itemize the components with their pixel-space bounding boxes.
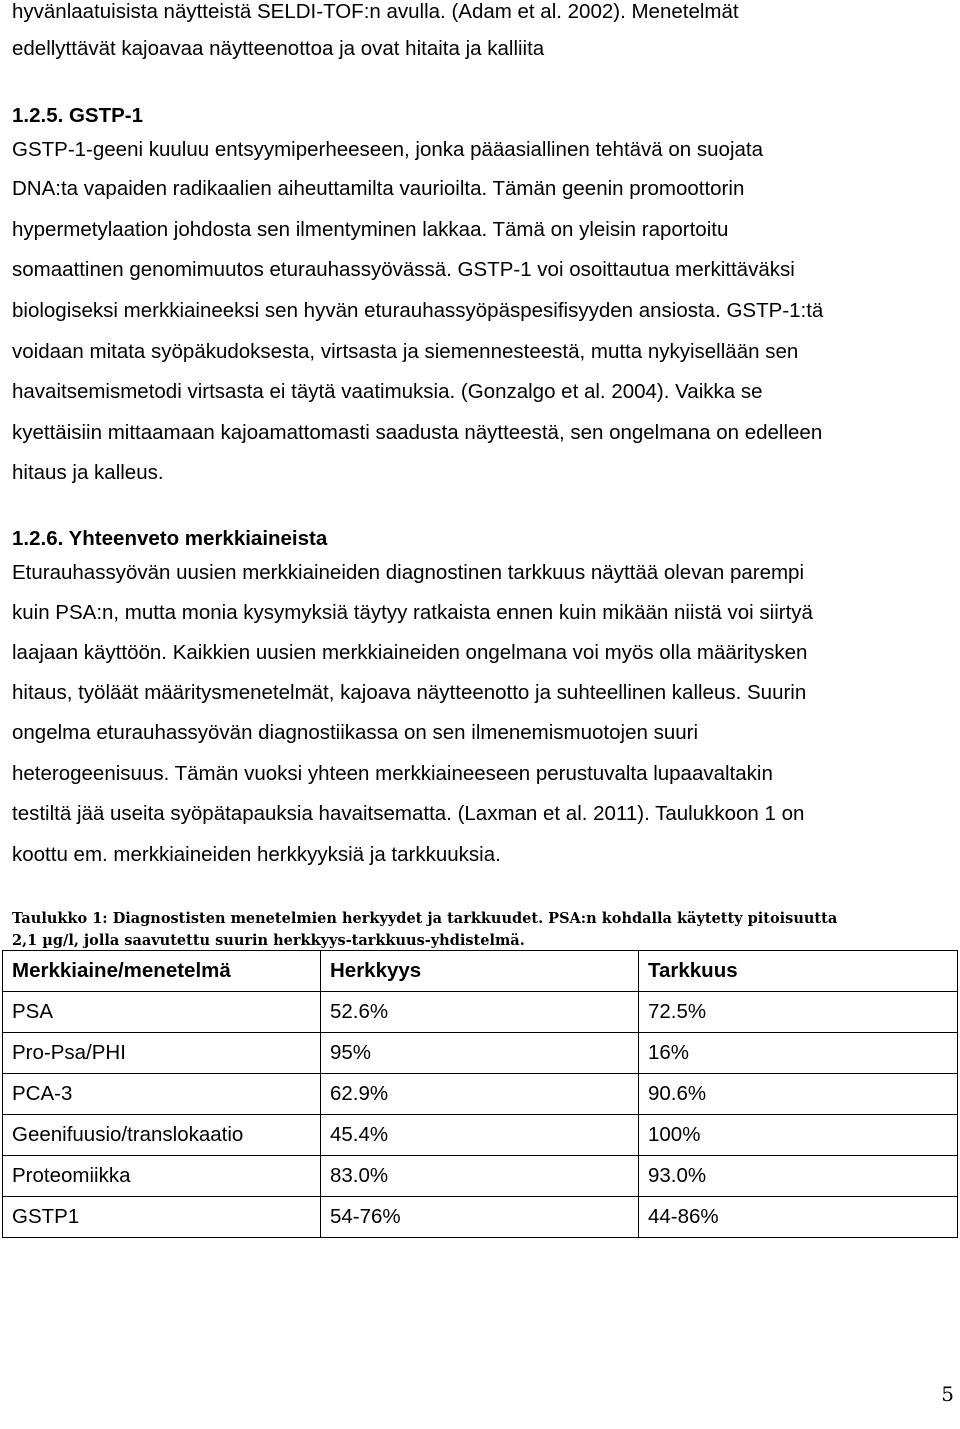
paragraph-line: hypermetylaation johdosta sen ilmentyminen lakkaa. Tämä on yleisin raportoitu [12,218,729,241]
table-row [3,992,958,1033]
table-cell: PSA [3,992,321,1033]
table-row [3,1156,958,1197]
table-cell: 54-76% [321,1197,639,1238]
paragraph-line: voidaan mitata syöpäkudoksesta, virtsasta ja siemennesteestä, mutta nykyisellään sen [12,340,799,363]
table-cell: 16% [639,1033,958,1074]
paragraph-line: hitaus, työläät määritysmenetelmät, kajoava näytteenotto ja suhteellinen kalleus. Suurin [12,681,807,704]
paragraph-line: laajaan käyttöön. Kaikkien uusien merkkiaineiden ongelmana voi myös olla määritysken [12,641,808,664]
paragraph-line: DNA:ta vapaiden radikaalien aiheuttamilta vaurioilta. Tämän geenin promoottorin [12,177,745,200]
table-cell: 44-86% [639,1197,958,1238]
table-cell: 52.6% [321,992,639,1033]
table-caption-line-2: 2,1 µg/l, jolla saavutettu suurin herkkyys-tarkkuus-yhdistelmä. [12,932,525,949]
table-header-row [3,951,958,992]
table-row [3,1197,958,1238]
paragraph-line: Eturauhassyövän uusien merkkiaineiden diagnostinen tarkkuus näyttää olevan parempi [12,561,805,584]
table-row [3,1033,958,1074]
table-header-cell: Herkkyys [321,951,639,992]
paragraph-line: kyettäisiin mittaamaan kajoamattomasti saadusta näytteestä, sen ongelmana on edelleen [12,421,823,444]
table-header-cell: Tarkkuus [639,951,958,992]
paragraph-line: kuin PSA:n, mutta monia kysymyksiä täytyy ratkaista ennen kuin mikään niistä voi siirtyä [12,601,813,624]
table-cell: 93.0% [639,1156,958,1197]
table-cell: 90.6% [639,1074,958,1115]
table-cell: Pro-Psa/PHI [3,1033,321,1074]
table-cell: 100% [639,1115,958,1156]
table-cell: Geenifuusio/translokaatio [3,1115,321,1156]
table-cell: GSTP1 [3,1197,321,1238]
table-header-cell: Merkkiaine/menetelmä [3,951,321,992]
table-cell: 72.5% [639,992,958,1033]
table-cell: PCA-3 [3,1074,321,1115]
paragraph-line: GSTP-1-geeni kuuluu entsyymiperheeseen, jonka pääasiallinen tehtävä on suojata [12,138,764,161]
table-caption-line-1: Taulukko 1: Diagnostisten menetelmien herkyydet ja tarkkuudet. PSA:n kohdalla käytetty pitoisuutta [12,910,838,927]
paragraph-line: testiltä jää useita syöpätapauksia havaitsematta. (Laxman et al. 2011). Taulukkoon 1 on [12,802,805,825]
table-row [3,1115,958,1156]
table-cell: 83.0% [321,1156,639,1197]
diagnostic-methods-table [2,950,958,1238]
paragraph-line: havaitsemismetodi virtsasta ei täytä vaatimuksia. (Gonzalgo et al. 2004). Vaikka se [12,380,763,403]
table-cell: 45.4% [321,1115,639,1156]
section-heading-gstp1: 1.2.5. GSTP-1 [12,104,144,127]
section-heading-summary: 1.2.6. Yhteenveto merkkiaineista [12,527,328,550]
paragraph-line: hitaus ja kalleus. [12,461,164,484]
paragraph-line: hyvänlaatuisista näytteistä SELDI-TOF:n avulla. (Adam et al. 2002). Menetelmät [12,0,739,23]
table-cell: 62.9% [321,1074,639,1115]
table-cell: 95% [321,1033,639,1074]
paragraph-line: koottu em. merkkiaineiden herkkyyksiä ja tarkkuuksia. [12,843,501,866]
data-table-container [2,950,957,1238]
table-row [3,1074,958,1115]
table-cell: Proteomiikka [3,1156,321,1197]
paragraph-line: ongelma eturauhassyövän diagnostiikassa on sen ilmenemismuotojen suuri [12,721,698,744]
paragraph-line: heterogeenisuus. Tämän vuoksi yhteen merkkiaineeseen perustuvalta lupaavaltakin [12,762,773,785]
paragraph-line: somaattinen genomimuutos eturauhassyövässä. GSTP-1 voi osoittautua merkittäväksi [12,258,795,281]
paragraph-line: edellyttävät kajoavaa näytteenottoa ja ovat hitaita ja kalliita [12,37,545,60]
paragraph-line: biologiseksi merkkiaineeksi sen hyvän eturauhassyöpäspesifisyyden ansiosta. GSTP-1:tä [12,299,824,322]
page-number: 5 [941,1382,954,1406]
